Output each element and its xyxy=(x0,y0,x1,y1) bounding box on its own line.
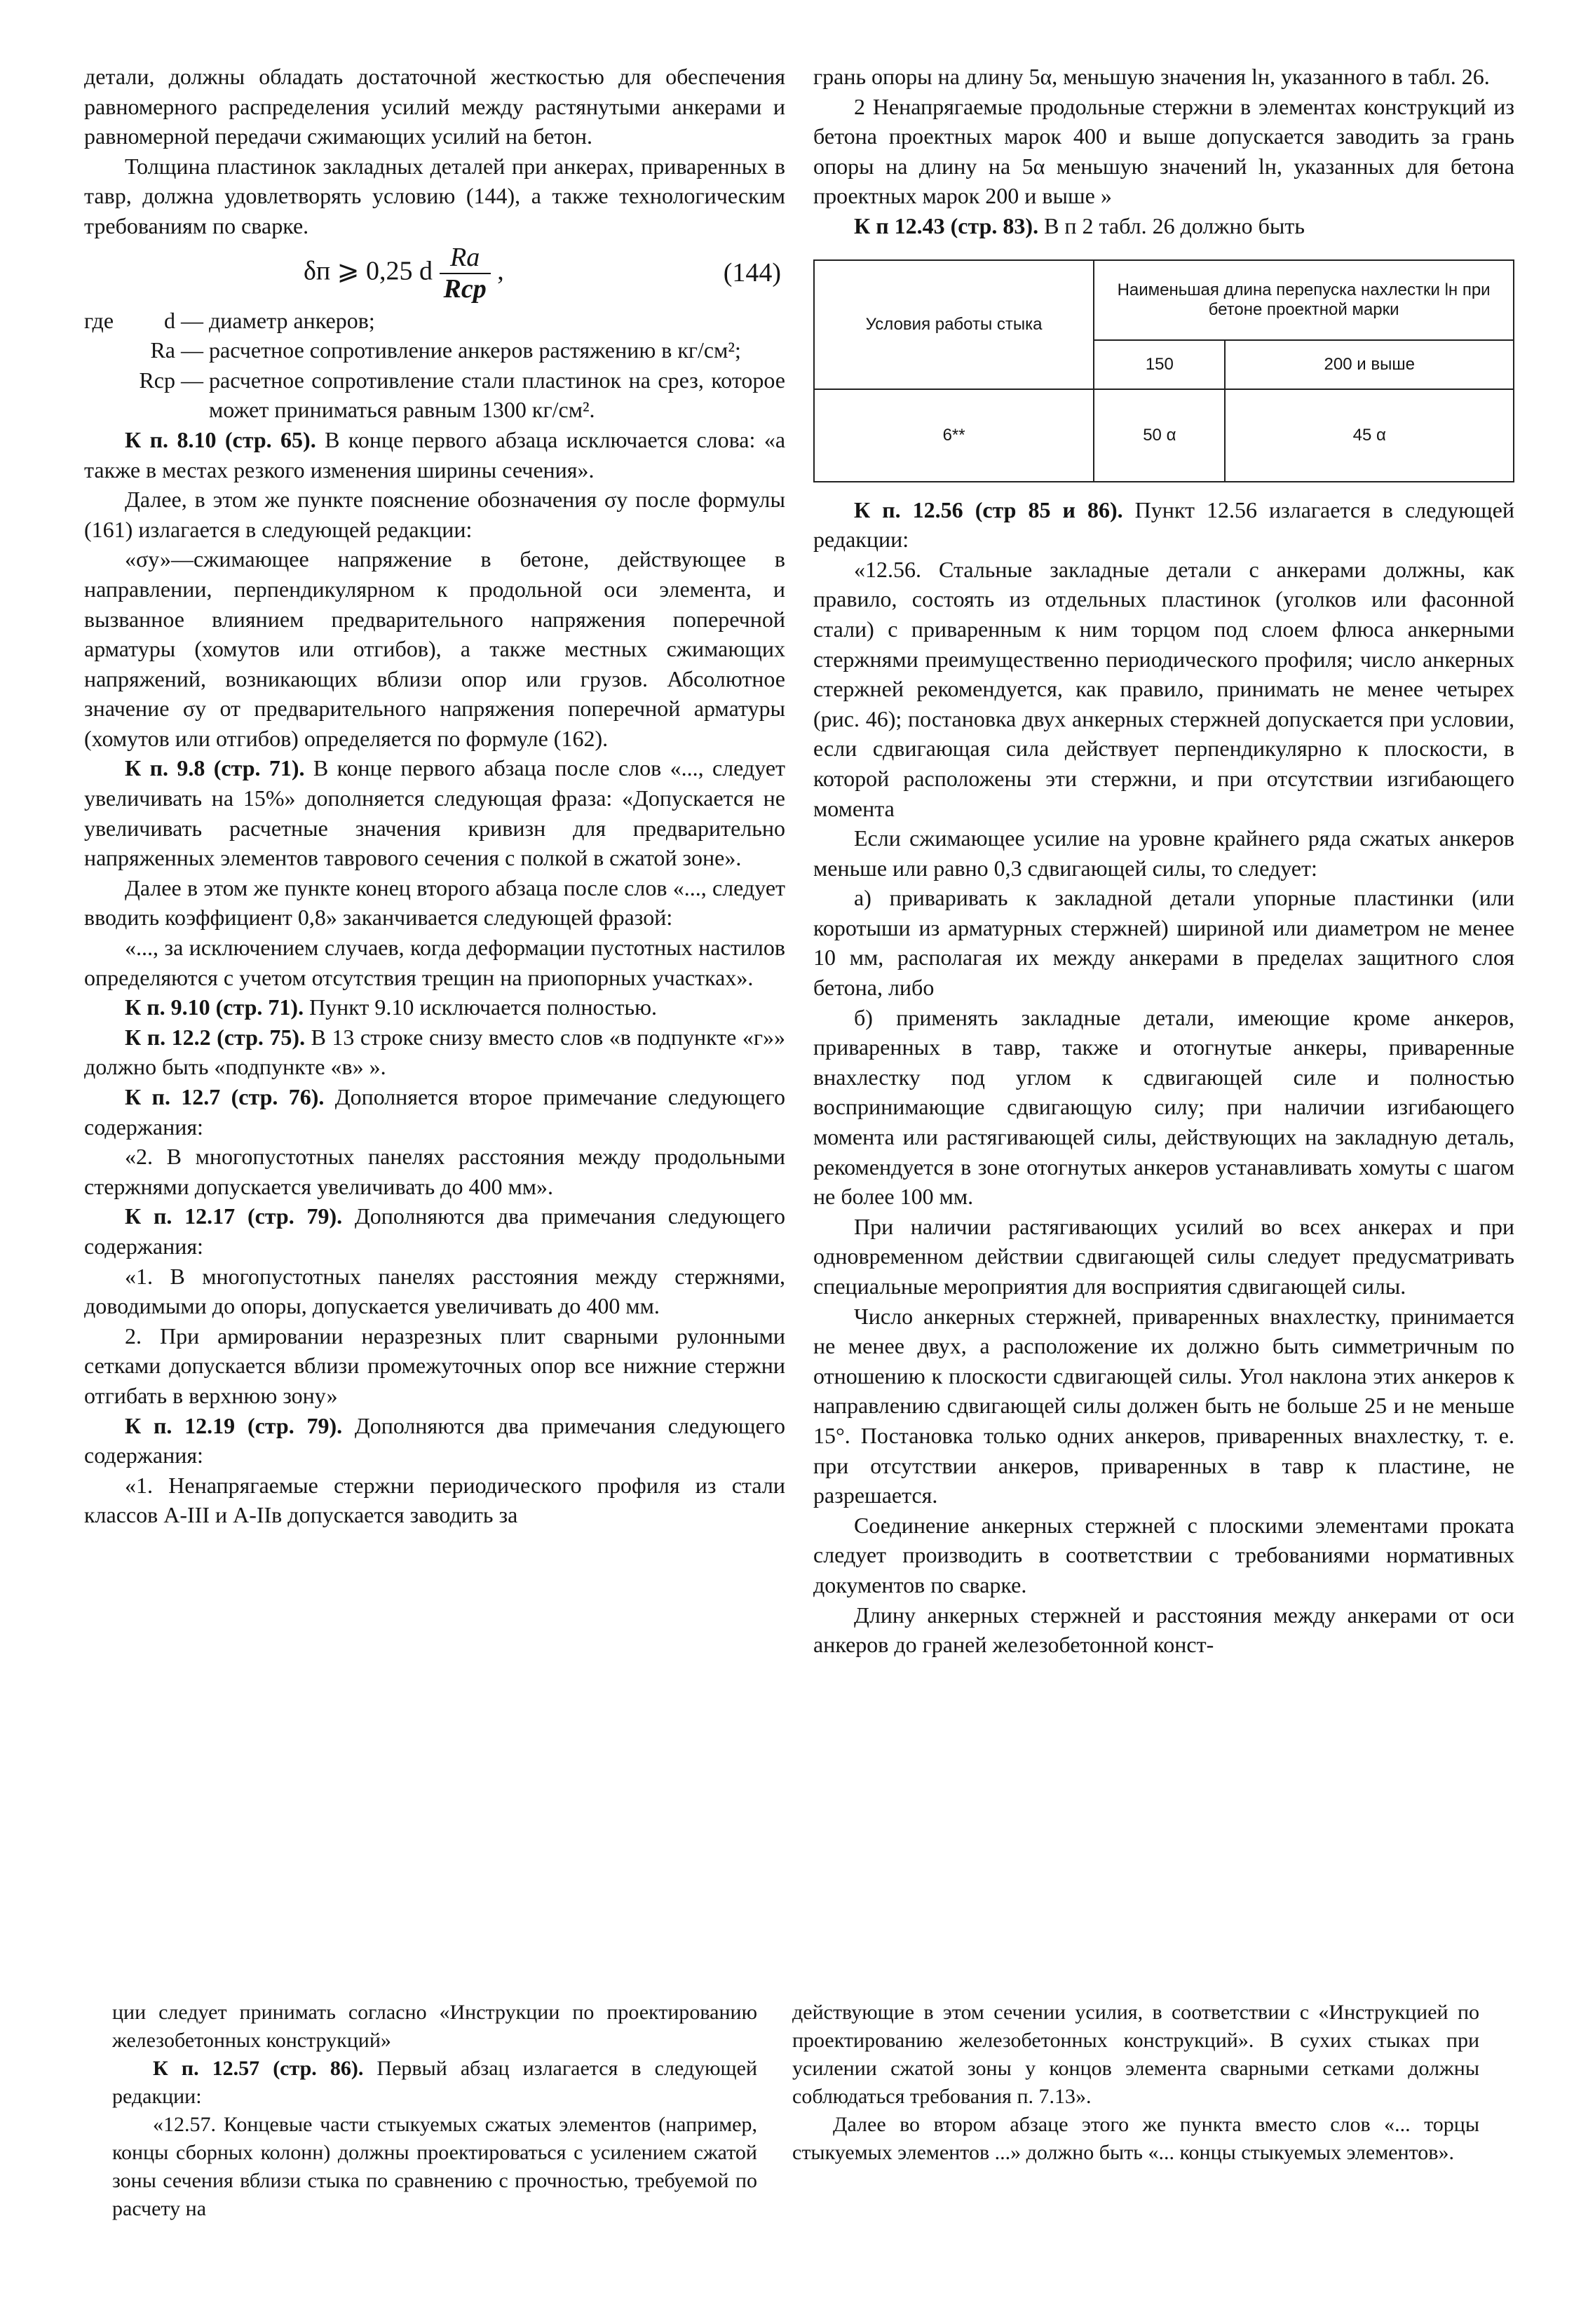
paragraph-further: Далее в этом же пункте конец второго абзаца после слов «..., следует вводить коэффициент 0,8» заканчивается следующей фразой: xyxy=(84,874,785,931)
paragraph-quote: 2 Ненапрягаемые продольные стержни в элементах конструкций из бетона проектных марок 400 и выше допускается заводить за грань опоры на длину на 5α меньшую значений lн, указанных для бетона проектных марок 200 и выше » xyxy=(813,93,1515,209)
definition-desc: диаметр анкеров; xyxy=(209,307,375,333)
definition-term: Rа — xyxy=(150,337,203,363)
right-column xyxy=(813,62,1514,1660)
bottom-right-column xyxy=(792,1999,1479,2167)
paragraph-thickness: Толщина пластинок закладных деталей при анкерах, приваренных в тавр, должна удовлетворять условию (144), а также технологическим требованиям по сварке. xyxy=(84,153,785,238)
amendment-12-2: К п. 12.2 (стр. 75). В 13 строке снизу вместо слов «в подпункте «г»» должно быть «подпункте «в» ». xyxy=(84,1024,785,1080)
paragraph-body: Соединение анкерных стержней с плоскими элементами проката следует производить в соответствии с требованиями нормативных документов по сварке. xyxy=(813,1512,1514,1597)
paragraph-item-b: б) применять закладные детали, имеющие кроме анкеров, приваренных в тавр, также и отогнутые анкеры, приваренные внахлестку под углом к сдвигающей силе и полностью воспринимающие сдвигающую силу; при наличии изгибающего момента или растягивающей силы, действующих на закладную деталь, рекомендуется в зоне отогнутых анкеров устанавливать хомуты с шагом не более 100 мм. xyxy=(813,1004,1514,1210)
amendment-heading: К п. 12.57 (стр. 86). xyxy=(153,2057,364,2080)
paragraph-sigma: «σу»—сжимающее напряжение в бетоне, действующее в направлении, перпендикулярном к продольной оси элемента, и вызванное влиянием предварительного напряжения поперечной арматуры (хомутов или отгибов), а также местных сжимающих напряжений, возникающих вблизи опор или грузов. Абсолютное значение σу от предварительного напряжения поперечной арматуры (хомутов или отгибов) определяется по формуле (162). xyxy=(84,546,785,751)
paragraph-quote: «..., за исключением случаев, когда деформации пустотных настилов определяются с учетом отсутствия трещин на приопорных участках». xyxy=(84,935,785,990)
table-subheader-150: 150 xyxy=(1094,340,1225,389)
table-header-overlap: Наименьшая длина перепуска нахлестки lн при бетоне проектной марки xyxy=(1094,260,1514,340)
paragraph-quote: 2. При армировании неразрезных плит сварными рулонными сетками допускается вблизи промежуточных опор все нижние стержни отгибать в верхнюю зону» xyxy=(84,1323,785,1408)
amendment-12-17: К п. 12.17 (стр. 79). Дополняются два примечания следующего содержания: xyxy=(84,1203,786,1259)
amendment-heading: К п 12.43 (стр. 83). xyxy=(854,212,1039,238)
paragraph-continuation: грань опоры на длину 5α, меньшую значения lн, указанного в табл. 26. xyxy=(813,64,1490,89)
table-subheader-200: 200 и выше xyxy=(1225,340,1514,389)
definition-item xyxy=(84,335,785,365)
bottom-left-column xyxy=(112,1999,757,2223)
amendment-12-56: К п. 12.56 (стр 85 и 86). Пункт 12.56 излагается в следующей редакции: xyxy=(813,496,1514,553)
amendment-heading: К п. 12.7 (стр. 76). xyxy=(125,1084,325,1109)
amendment-heading: К п. 9.10 (стр. 71). xyxy=(125,994,304,1020)
paragraph-continuation: детали, должны обладать достаточной жесткостью для обеспечения равномерного распределения усилий между растянутыми анкерами и равномерной передачи сжимающих усилий на бетон. xyxy=(84,64,785,149)
amendment-heading: К п. 9.8 (стр. 71). xyxy=(125,755,305,781)
amendment-12-43: К п 12.43 (стр. 83). В п 2 табл. 26 должно быть xyxy=(854,212,1305,238)
definition-desc: расчетное сопротивление стали пластинок на срез, которое может приниматься равным 1300 кг/см². xyxy=(209,367,785,423)
definition-desc: расчетное сопротивление анкеров растяжению в кг/см²; xyxy=(209,337,741,363)
amendment-heading: К п. 12.56 (стр 85 и 86). xyxy=(854,496,1123,522)
where-label: где d — xyxy=(84,307,203,333)
table-header-row xyxy=(814,260,1514,340)
table-26 xyxy=(813,259,1514,482)
amendment-heading: К п. 12.19 (стр. 79). xyxy=(125,1412,343,1438)
paragraph-item-a: а) приваривать к закладной детали упорные пластинки (или коротыши из арматурных стержней) шириной или диаметром не менее 10 мм, располагая их между анкерами в пределах защитного слоя бетона, либо xyxy=(813,885,1514,1001)
formula-144 xyxy=(84,241,785,306)
amendment-9-10: К п. 9.10 (стр. 71). Пункт 9.10 исключается полностью. xyxy=(125,994,658,1020)
formula-number: (144) xyxy=(723,258,781,288)
paragraph-further: Далее, в этом же пункте пояснение обозначения σу после формулы (161) излагается в следующей редакции: xyxy=(84,487,785,542)
table-cell-150: 50 α xyxy=(1094,389,1225,482)
amendment-heading: К п. 12.17 (стр. 79). xyxy=(125,1203,343,1229)
amendment-9-8: К п. 9.8 (стр. 71). В конце первого абзаца после слов «..., следует увеличивать на 15%» дополняется следующая фраза: «Допускается не увеличивать расчетные значения кривизн для предварительно напряженных элементов таврового сечения с полкой в сжатой зоне». xyxy=(84,755,786,871)
paragraph-quote: «12.56. Стальные закладные детали с анкерами должны, как правило, состоять из отдельных пластинок (уголков или фасонной стали) с приваренным к ним торцом под слоем флюса анкерными стержнями преимущественно периодического профиля; число анкерных стержней рекомендуется, как правило, принимать не менее четырех (рис. 46); постановка двух анкерных стержней допускается при условии, если сдвигающая сила действует перпендикулярно к плоскости, в которой расположены эти стержни, и при отсутствии изгибающего момента xyxy=(813,556,1514,821)
table-row xyxy=(814,389,1514,482)
amendment-heading: К п. 8.10 (стр. 65). xyxy=(125,426,316,452)
table-header-condition: Условия работы стыка xyxy=(814,260,1094,389)
paragraph-body: При наличии растягивающих усилий во всех анкерах и при одновременном действии сдвигающей силы следует предусматривать специальные мероприятия для восприятия сдвигающей силы. xyxy=(813,1213,1514,1299)
paragraph-body: Если сжимающее усилие на уровне крайнего ряда сжатых анкеров меньше или равно 0,3 сдвигающей силы, то следует: xyxy=(813,825,1514,881)
formula-denominator: Rср xyxy=(443,273,487,304)
paragraph-body: Далее во втором абзаце этого же пункта вместо слов «... торцы стыкуемых элементов ...» должно быть «... концы стыкуемых элементов». xyxy=(792,2113,1479,2164)
table-cell-200: 45 α xyxy=(1225,389,1514,482)
formula-fraction xyxy=(440,243,491,304)
amendment-12-19: К п. 12.19 (стр. 79). Дополняются два примечания следующего содержания: xyxy=(84,1412,786,1468)
table-cell-condition: 6** xyxy=(814,389,1094,482)
paragraph-continuation: ции следует принимать согласно «Инструкции по проектированию железобетонных конструкций» xyxy=(112,2001,757,2052)
formula-expression xyxy=(84,243,724,304)
paragraph-quote: «12.57. Концевые части стыкуемых сжатых элементов (например, концы сборных колонн) должны проектироваться с усилением сжатой зоны сечения вблизи стыка по сравнению с прочностью, требуемой по расчету на xyxy=(112,2113,757,2220)
formula-tail: , xyxy=(497,256,504,286)
left-column xyxy=(84,62,785,1530)
formula-numerator: Rа xyxy=(440,243,491,274)
amendment-12-7: К п. 12.7 (стр. 76). Дополняется второе примечание следующего содержания: xyxy=(84,1084,786,1140)
paragraph-quote: «1. Ненапрягаемые стержни периодического профиля из стали классов А-III и А-IIв допускается заводить за xyxy=(84,1472,785,1528)
paragraph-body: Длину анкерных стержней и расстояния между анкерами от оси анкеров до граней железобетонной конст- xyxy=(813,1602,1514,1658)
formula-lhs: δп ⩾ 0,25 d xyxy=(303,256,433,286)
paragraph-quote: «2. В многопустотных панелях расстояния между продольными стержнями допускается увеличивать до 400 мм». xyxy=(84,1144,785,1199)
amendment-heading: К п. 12.2 (стр. 75). xyxy=(125,1024,306,1050)
amendment-8-10: К п. 8.10 (стр. 65). В конце первого абзаца исключается слова: «а также в местах резкого изменения ширины сечения». xyxy=(84,426,786,482)
paragraph-quote: «1. В многопустотных панелях расстояния между стержнями, доводимыми до опоры, допускается увеличивать до 400 мм. xyxy=(84,1263,785,1319)
definition-term: Rср — xyxy=(139,367,203,393)
definition-item xyxy=(84,365,785,425)
amendment-12-57: К п. 12.57 (стр. 86). Первый абзац излагается в следующей редакции: xyxy=(112,2057,758,2108)
paragraph-body: Число анкерных стержней, приваренных внахлестку, принимается не менее двух, а расположение их должно быть симметричным по отношению к плоскости сдвигающей силы. Угол наклона этих анкеров к направлению сдвигающей силы должен быть не больше 25 и не меньше 15°. Постановка только одних анкеров, приваренных внахлестку, т. е. при отсутствии анкеров, приваренных в тавр к пластине, не разрешается. xyxy=(813,1303,1514,1508)
definition-item xyxy=(84,306,785,336)
paragraph-continuation: действующие в этом сечении усилия, в соответствии с «Инструкцией по проектированию железобетонных конструкций». В сухих стыках при усилении сжатой зоны у концов элемента сварными сетками должны соблюдаться требования п. 7.13». xyxy=(792,2001,1479,2108)
